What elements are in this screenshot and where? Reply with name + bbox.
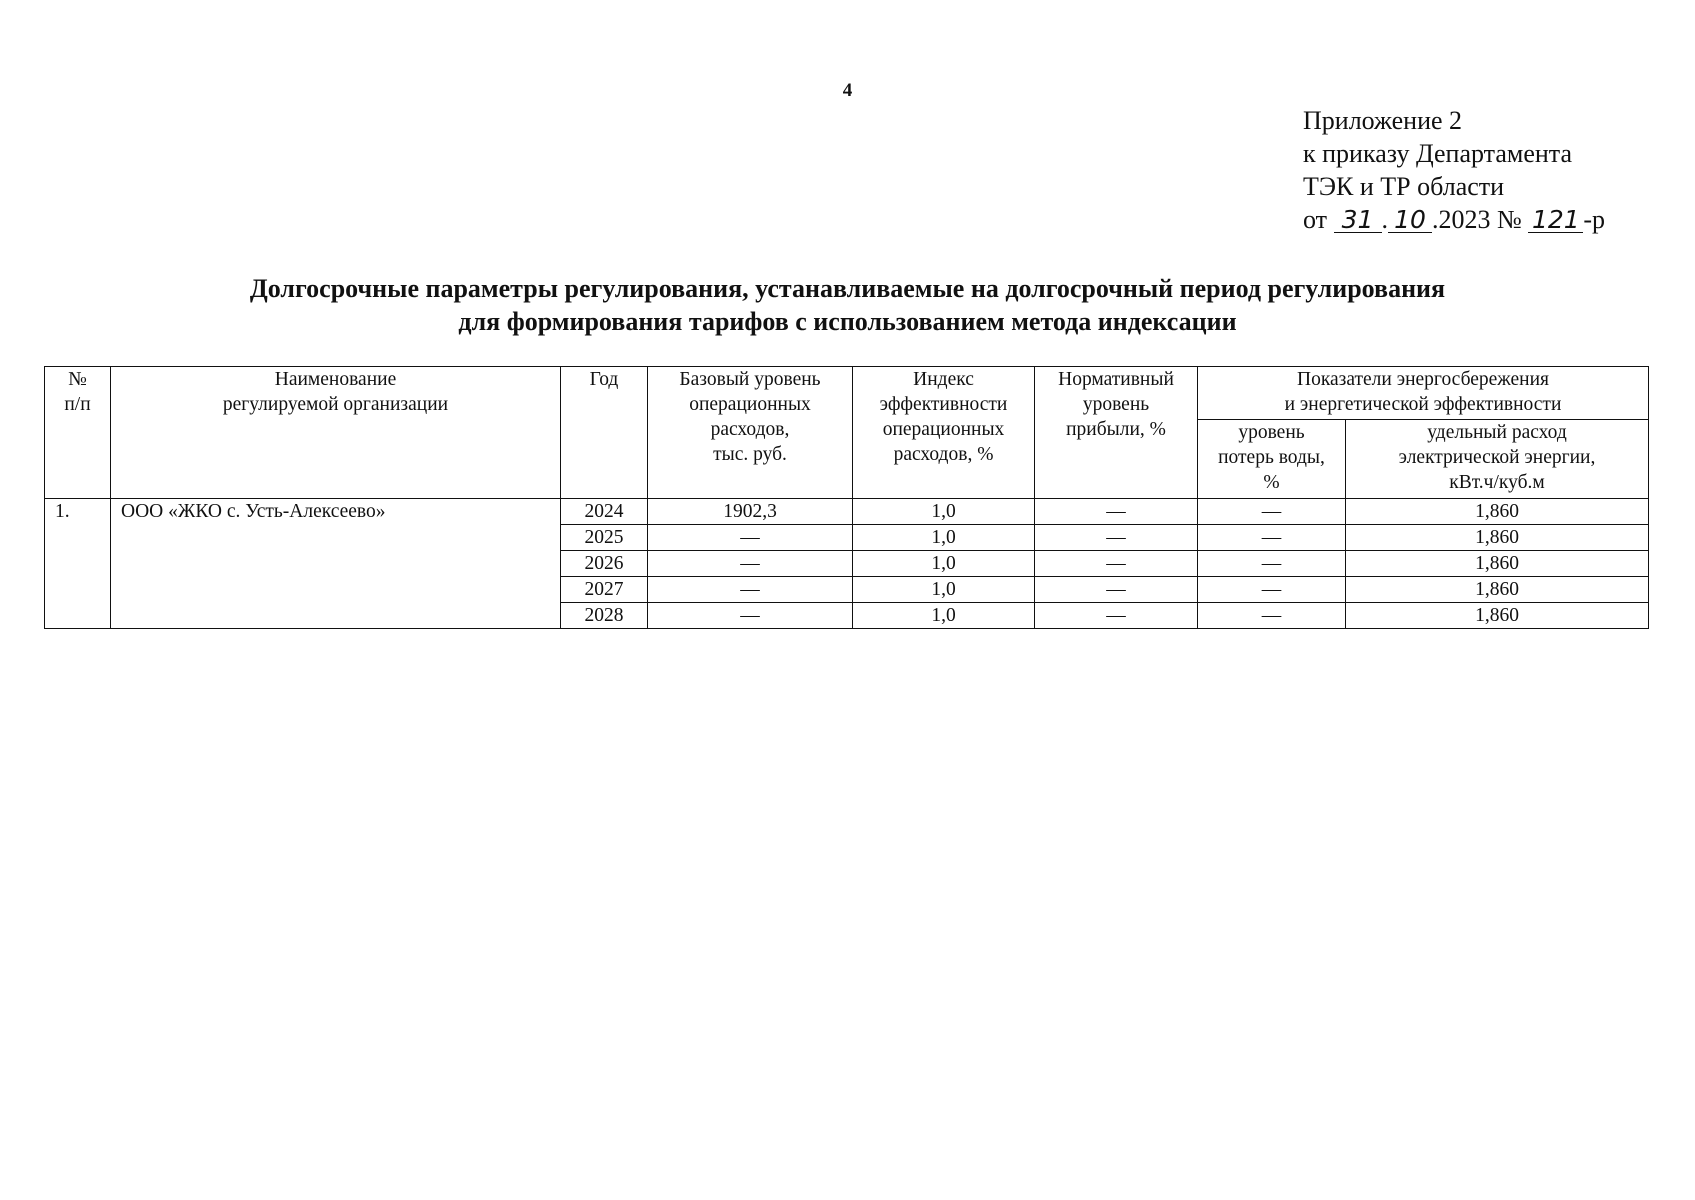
header-efficiency-index (853, 367, 1035, 499)
cell-normative-profit: — (1035, 499, 1198, 525)
cell-efficiency-index: 1,0 (853, 603, 1035, 629)
header-water-loss (1198, 420, 1346, 499)
cell-efficiency-index: 1,0 (853, 577, 1035, 603)
date-prefix: от (1303, 205, 1328, 234)
header-number-line: № (68, 369, 87, 390)
cell-year: 2028 (561, 603, 648, 629)
cell-specific-consumption: 1,860 (1346, 499, 1649, 525)
cell-base-level: — (648, 577, 853, 603)
cell-base-level: 1902,3 (648, 499, 853, 525)
header-year-line: Год (589, 369, 619, 390)
header-index-line: Индекс (913, 369, 974, 390)
cell-normative-profit: — (1035, 603, 1198, 629)
table-row (45, 499, 1649, 525)
cell-water-loss: — (1198, 577, 1346, 603)
header-base-line: операционных (689, 394, 811, 415)
header-base-line: тыс. руб. (713, 444, 787, 465)
header-name-line: регулируемой организации (222, 394, 449, 415)
cell-normative-profit: — (1035, 577, 1198, 603)
header-index-line: расходов, % (893, 444, 994, 465)
cell-water-loss: — (1198, 525, 1346, 551)
appendix-reference (1303, 104, 1605, 236)
organization-name: ООО «ЖКО с. Усть-Алексеево» (111, 499, 561, 629)
handwritten-day: 31 (1334, 208, 1382, 233)
header-number-line: п/п (64, 394, 91, 415)
header-profit-line: Нормативный (1058, 369, 1174, 390)
cell-year: 2026 (561, 551, 648, 577)
header-index-line: операционных (882, 419, 1005, 440)
appendix-line-1: Приложение 2 (1303, 106, 1463, 135)
cell-water-loss: — (1198, 499, 1346, 525)
cell-year: 2027 (561, 577, 648, 603)
header-energy-line: Показатели энергосбережения (1296, 369, 1550, 390)
appendix-line-3: ТЭК и ТР области (1303, 172, 1505, 201)
cell-base-level: — (648, 551, 853, 577)
cell-normative-profit: — (1035, 525, 1198, 551)
header-specific-consumption (1346, 420, 1649, 499)
header-normative-profit (1035, 367, 1198, 499)
cell-specific-consumption: 1,860 (1346, 603, 1649, 629)
cell-specific-consumption: 1,860 (1346, 551, 1649, 577)
header-water-line: % (1263, 472, 1280, 493)
appendix-line-2: к приказу Департамента (1303, 139, 1573, 168)
header-water-line: уровень (1238, 422, 1305, 443)
cell-water-loss: — (1198, 551, 1346, 577)
cell-base-level: — (648, 525, 853, 551)
handwritten-order-number: 121 (1528, 208, 1583, 233)
cell-base-level: — (648, 603, 853, 629)
organization-number: 1. (45, 499, 111, 629)
order-suffix: -р (1583, 205, 1606, 234)
header-organization-name (111, 367, 561, 499)
cell-specific-consumption: 1,860 (1346, 577, 1649, 603)
header-consumption-line: кВт.ч/куб.м (1449, 472, 1545, 493)
appendix-date-line: от 31 . 10 .2023 № 121 -р (1303, 205, 1606, 234)
header-base-line: расходов, (710, 419, 790, 440)
header-base-line: Базовый уровень (679, 369, 821, 390)
title-line-1: Долгосрочные параметры регулирования, устанавливаемые на долгосрочный период регулирования (249, 274, 1446, 303)
header-number (45, 367, 111, 499)
cell-normative-profit: — (1035, 551, 1198, 577)
cell-year: 2025 (561, 525, 648, 551)
header-profit-line: прибыли, % (1066, 419, 1166, 440)
page-number: 4 (842, 80, 853, 101)
cell-specific-consumption: 1,860 (1346, 525, 1649, 551)
document-title (0, 272, 1695, 338)
header-consumption-line: электрической энергии, (1398, 447, 1596, 468)
cell-efficiency-index: 1,0 (853, 551, 1035, 577)
header-base-level (648, 367, 853, 499)
date-year: .2023 № (1432, 205, 1522, 234)
cell-water-loss: — (1198, 603, 1346, 629)
regulation-parameters-table (44, 366, 1649, 629)
header-consumption-line: удельный расход (1427, 422, 1567, 443)
handwritten-month: 10 (1388, 208, 1432, 233)
header-energy-line: и энергетической эффективности (1284, 394, 1562, 415)
header-name-line: Наименование (274, 369, 397, 390)
header-profit-line: уровень (1082, 394, 1150, 415)
header-water-line: потерь воды, (1218, 447, 1325, 468)
header-year (561, 367, 648, 499)
cell-efficiency-index: 1,0 (853, 525, 1035, 551)
header-index-line: эффективности (879, 394, 1008, 415)
cell-year: 2024 (561, 499, 648, 525)
title-line-2: для формирования тарифов с использованием метода индексации (458, 307, 1237, 336)
cell-efficiency-index: 1,0 (853, 499, 1035, 525)
header-energy-indicators (1198, 367, 1649, 420)
